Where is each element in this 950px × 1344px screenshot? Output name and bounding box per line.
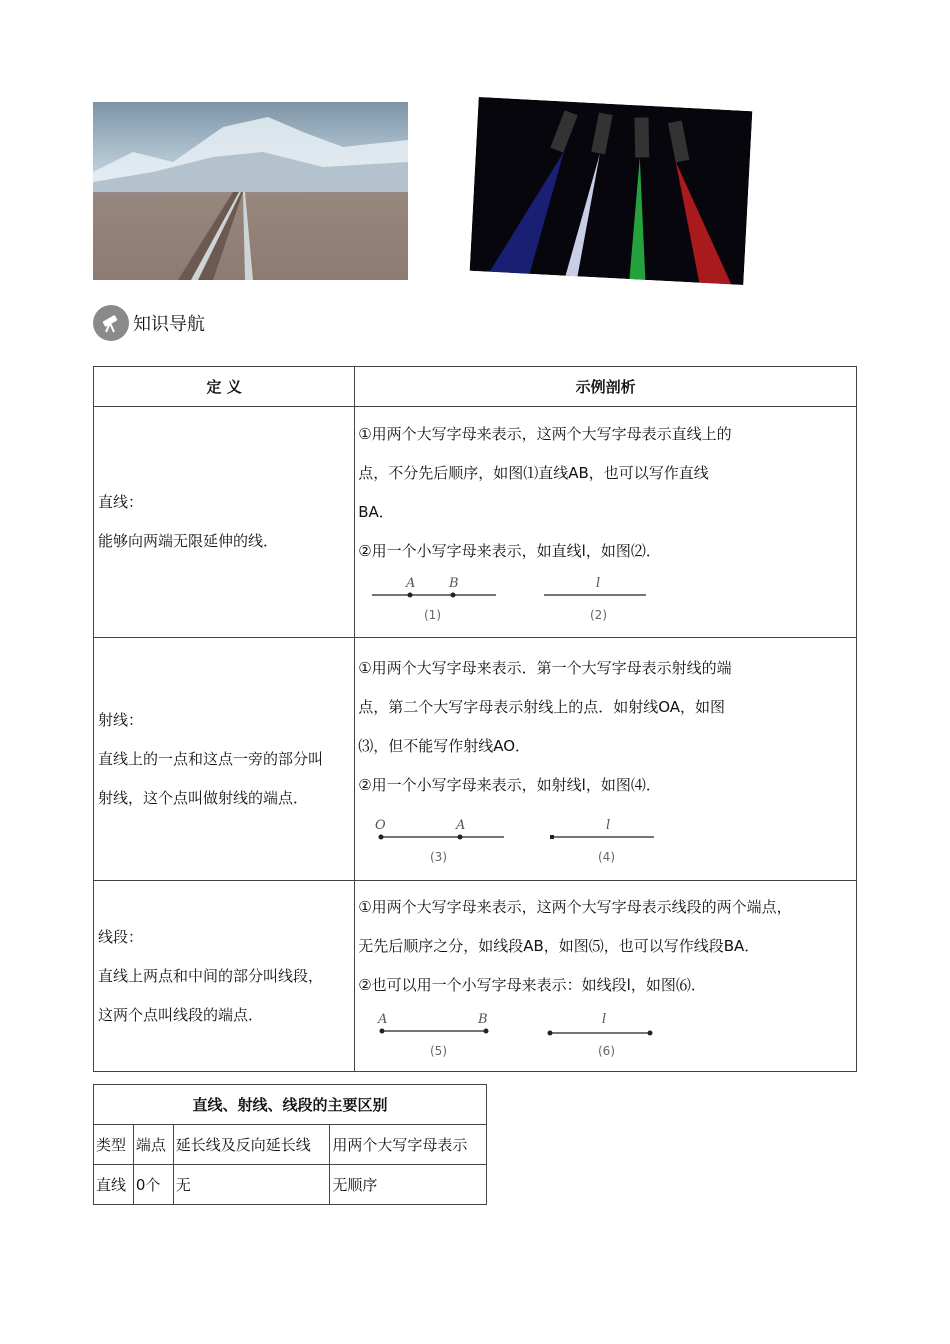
point-label: A xyxy=(406,576,416,591)
definition-table xyxy=(93,366,857,1072)
definition-text: 直线上两点和中间的部分叫线段， xyxy=(98,966,324,985)
railway-photo xyxy=(93,102,408,280)
comparison-header: 用两个大写字母表示 xyxy=(330,1125,487,1165)
example-cell-segment xyxy=(355,881,857,1072)
figure-caption: (5) xyxy=(430,1043,448,1058)
line-label: l xyxy=(602,1011,607,1027)
line-diagrams xyxy=(358,573,658,629)
figure-caption: (1) xyxy=(424,608,442,622)
comparison-cell: 直线 xyxy=(94,1165,134,1205)
comparison-header: 端点 xyxy=(133,1125,173,1165)
definition-cell-line xyxy=(94,407,355,638)
comparison-header: 延长线及反向延长线 xyxy=(173,1125,330,1165)
example-text: ①用两个大写字母来表示．第一个大写字母表示射线的端 xyxy=(358,659,732,677)
segment-diagrams xyxy=(358,1007,668,1065)
definition-text: 能够向两端无限延伸的线． xyxy=(98,532,279,550)
example-cell-ray xyxy=(355,638,857,881)
example-text: 无先后顺序之分，如线段AB，如图⑸，也可以写作线段BA． xyxy=(358,936,760,955)
example-text: 点，不分先后顺序，如图⑴直线AB，也可以写作直线 xyxy=(358,464,709,482)
line-label: l xyxy=(606,818,611,833)
section-heading xyxy=(93,306,205,340)
laser-pointers-photo xyxy=(470,97,753,285)
definition-title: 直线： xyxy=(98,493,144,511)
point-label: A xyxy=(456,818,466,833)
figure-caption: (2) xyxy=(590,608,608,622)
line-label: l xyxy=(596,576,601,591)
definition-cell-segment xyxy=(94,881,355,1072)
point-label: A xyxy=(378,1011,388,1027)
comparison-cell: 无顺序 xyxy=(330,1165,487,1205)
example-text: ②用一个小写字母来表示，如射线l，如图⑷． xyxy=(358,776,661,794)
example-cell-line xyxy=(355,407,857,638)
definition-cell-ray xyxy=(94,638,355,881)
example-text: ①用两个大写字母来表示，这两个大写字母表示直线上的 xyxy=(358,425,732,443)
definition-title: 线段： xyxy=(98,927,144,946)
figure-caption: (6) xyxy=(598,1043,616,1058)
example-text: ①用两个大写字母来表示，这两个大写字母表示线段的两个端点， xyxy=(358,897,792,916)
comparison-table xyxy=(93,1084,487,1205)
point-label: O xyxy=(375,818,386,833)
definition-text: 直线上的一点和这点一旁的部分叫 xyxy=(98,749,324,768)
ray-diagrams xyxy=(358,807,668,869)
telescope-icon xyxy=(93,305,129,341)
definition-text: 这两个点叫线段的端点． xyxy=(98,1005,264,1024)
header-examples: 示例剖析 xyxy=(355,367,857,407)
comparison-caption: 直线、射线、线段的主要区别 xyxy=(94,1085,487,1125)
comparison-header: 类型 xyxy=(94,1125,134,1165)
comparison-cell: 无 xyxy=(173,1165,330,1205)
figure-caption: (3) xyxy=(430,850,448,864)
example-text: ②用一个小写字母来表示，如直线l，如图⑵． xyxy=(358,542,661,560)
example-text: ②也可以用一个小写字母来表示：如线段l，如图⑹． xyxy=(358,975,706,994)
example-text: 点，第二个大写字母表示射线上的点．如射线OA，如图 xyxy=(358,698,726,716)
header-definition: 定 义 xyxy=(94,367,355,407)
figure-caption: (4) xyxy=(598,850,616,864)
comparison-cell: 0个 xyxy=(133,1165,173,1205)
example-text: BA． xyxy=(358,503,394,521)
point-label: B xyxy=(449,576,459,591)
example-text: ⑶，但不能写作射线AO． xyxy=(358,737,531,755)
definition-text: 射线，这个点叫做射线的端点． xyxy=(98,788,309,807)
point-label: B xyxy=(478,1011,488,1027)
section-title: 知识导航 xyxy=(133,314,205,335)
definition-title: 射线： xyxy=(98,710,144,729)
